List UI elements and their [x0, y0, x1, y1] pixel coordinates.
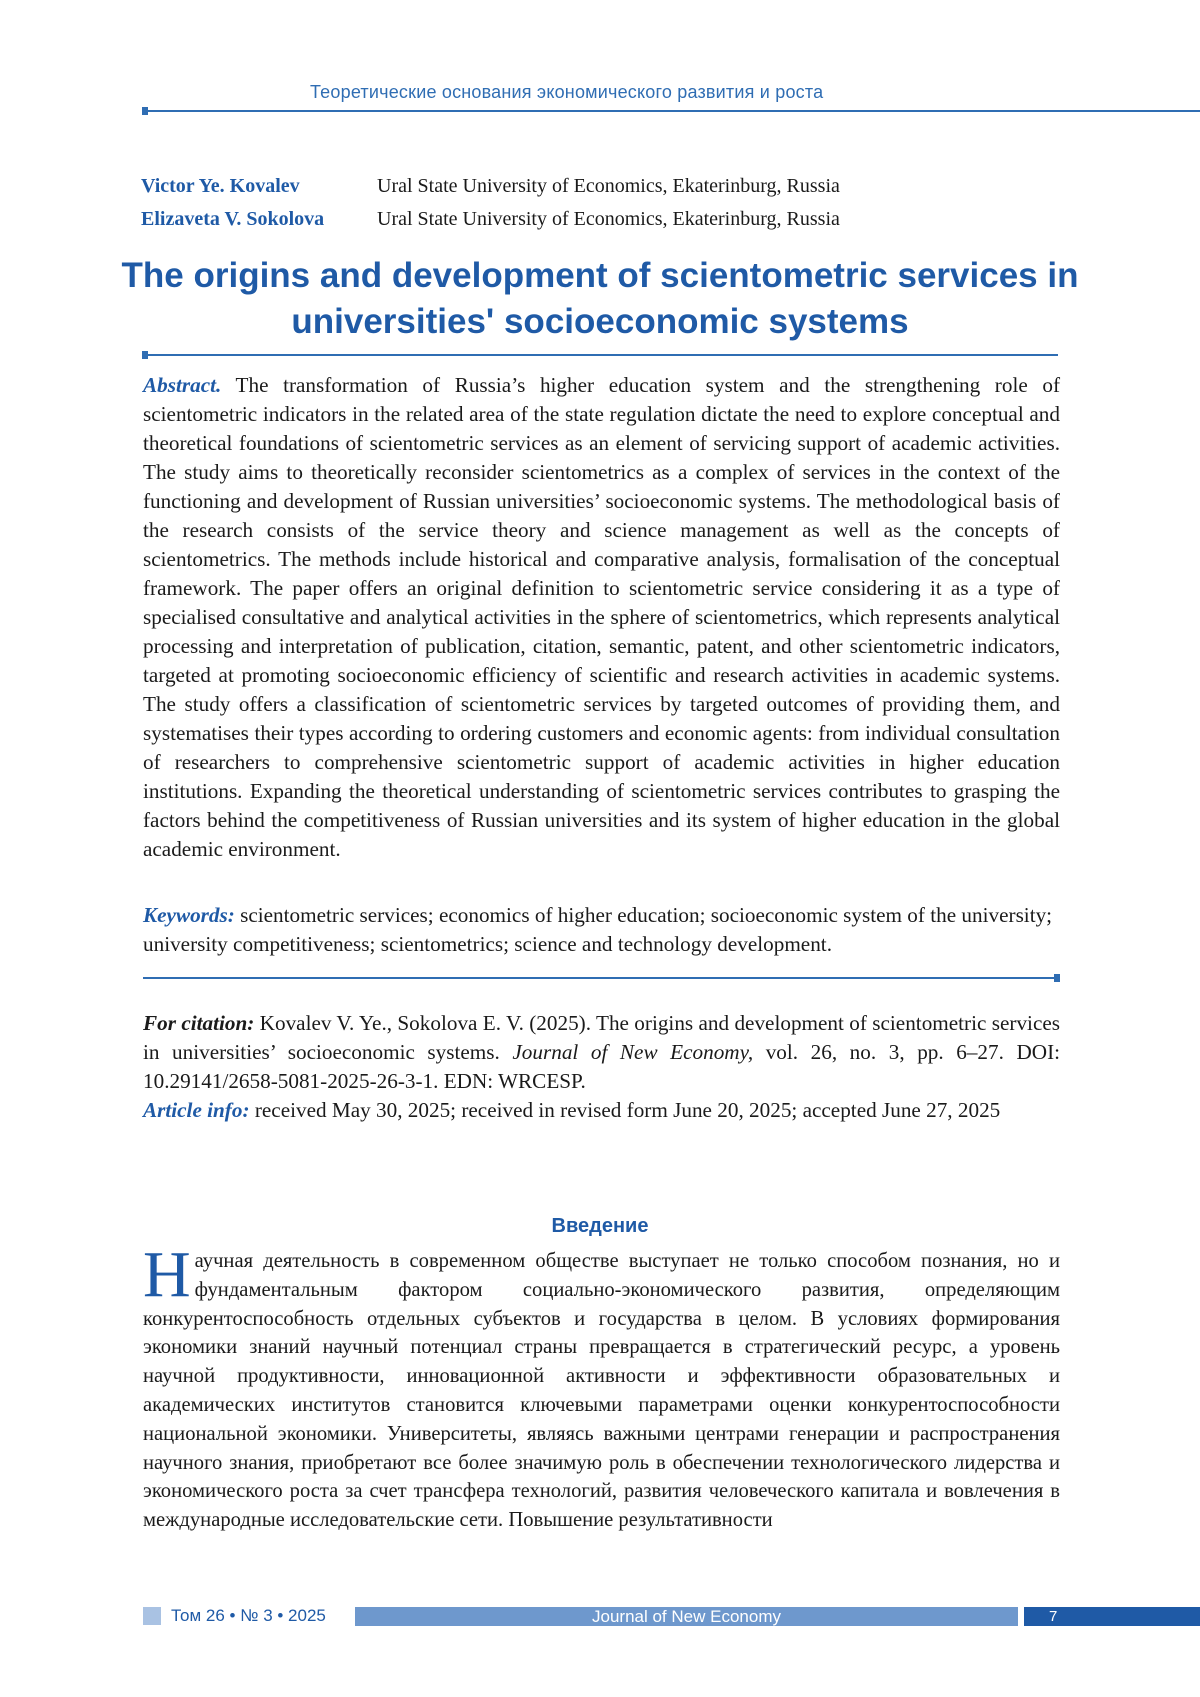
- abstract-label: Abstract.: [143, 373, 221, 397]
- citation-text: Kovalev V. Ye., Sokolova E. V. (2025). The origins and development of scientometric services in universities’ socioeconomic systems.: [143, 1011, 1060, 1064]
- keywords: [143, 901, 1060, 959]
- article-title: The origins and development of scientometric services in universities' socioeconomic systems: [120, 253, 1080, 345]
- author-row: [141, 170, 840, 203]
- keywords-rule: [143, 977, 1055, 979]
- citation-journal: Journal of New Economy,: [512, 1040, 753, 1064]
- keywords-label: Keywords:: [143, 903, 235, 927]
- intro-paragraph: [143, 1247, 1060, 1535]
- footer-journal: Journal of New Economy: [355, 1607, 1018, 1626]
- intro-text: аучная деятельность в современном обществе выступает не только способом познания, но и фундаментальным фактором социально-экономического развития, определяющим конкурентоспособность отдельных субъектов и государства в целом. В условиях формирования экономики знаний научный потенциал страны превращается в стратегический ресурс, а уровень научной продуктивности, инновационной активности и эффективности образовательных и академических институтов становится ключевыми параметрами оценки конкурентоспособности национальной экономики. Университеты, являясь важными центрами генерации и распространения научного знания, приобретают все более значимую роль в обеспечении технологического лидерства и экономического роста за счет трансфера технологий, развития человеческого капитала и вовлечения в международные исследовательские сети. Повышение результативности: [143, 1250, 1060, 1531]
- drop-cap: Н: [143, 1248, 191, 1302]
- citation-label: For citation:: [143, 1011, 254, 1035]
- abstract-text: The transformation of Russia’s higher education system and the strengthening role of scientometric indicators in the related area of the state regulation dictate the need to explore conceptual and theoretical foundations of scientometric services as an element of servicing support of academic activities. The study aims to theoretically reconsider scientometrics as a complex of services in the context of the functioning and development of Russian universities’ socioeconomic systems. The methodological basis of the research consists of the service theory and science management as well as the concepts of scientometrics. The methods include historical and comparative analysis, formalisation of the conceptual framework. The paper offers an original definition to scientometric service considering it as a type of specialised consultative and analytical activities in the sphere of scientometrics, which represents analytical processing and interpretation of publication, citation, semantic, patent, and other scientometric indicators, targeted at promoting socioeconomic efficiency of scientific and research activities in academic systems. The study offers a classification of scientometric services by targeted outcomes of providing them, and systematises their types according to ordering customers and economic agents: from individual consultation of researchers to comprehensive scientometric support of academic activities in higher education institutions. Expanding the theoretical understanding of scientometric services contributes to grasping the factors behind the competitiveness of Russian universities and its system of higher education in the global academic environment.: [143, 373, 1060, 861]
- author-list: [141, 170, 840, 236]
- author-affiliation: Ural State University of Economics, Ekaterinburg, Russia: [377, 208, 840, 231]
- page-number: 7: [1024, 1607, 1200, 1626]
- running-head: Теоретические основания экономического развития и роста: [310, 82, 823, 103]
- author-row: [141, 203, 840, 236]
- header-rule: [146, 110, 1200, 112]
- author-name: Victor Ye. Kovalev: [141, 175, 377, 198]
- section-heading: Введение: [0, 1215, 1200, 1238]
- abstract: [143, 371, 1060, 864]
- article-info-label: Article info:: [143, 1098, 250, 1122]
- footer-issue: Том 26 • № 3 • 2025: [171, 1606, 326, 1626]
- keywords-text: scientometric services; economics of higher education; socioeconomic system of the university; university competitiveness; scientometrics; science and technology development.: [143, 903, 1052, 956]
- author-affiliation: Ural State University of Economics, Ekaterinburg, Russia: [377, 175, 840, 198]
- article-info-text: received May 30, 2025; received in revised form June 20, 2025; accepted June 27, 2025: [255, 1098, 1000, 1122]
- citation-details: vol. 26, no. 3, pp. 6–27. DOI: 10.29141/2658-5081-2025-26-3-1. EDN: WRCESP.: [143, 1040, 1060, 1093]
- citation: [143, 1009, 1060, 1096]
- article-info: [143, 1096, 1060, 1125]
- title-rule: [146, 354, 1058, 356]
- footer-square-icon: [143, 1607, 161, 1625]
- author-name: Elizaveta V. Sokolova: [141, 208, 377, 231]
- page-footer: [0, 1606, 1200, 1626]
